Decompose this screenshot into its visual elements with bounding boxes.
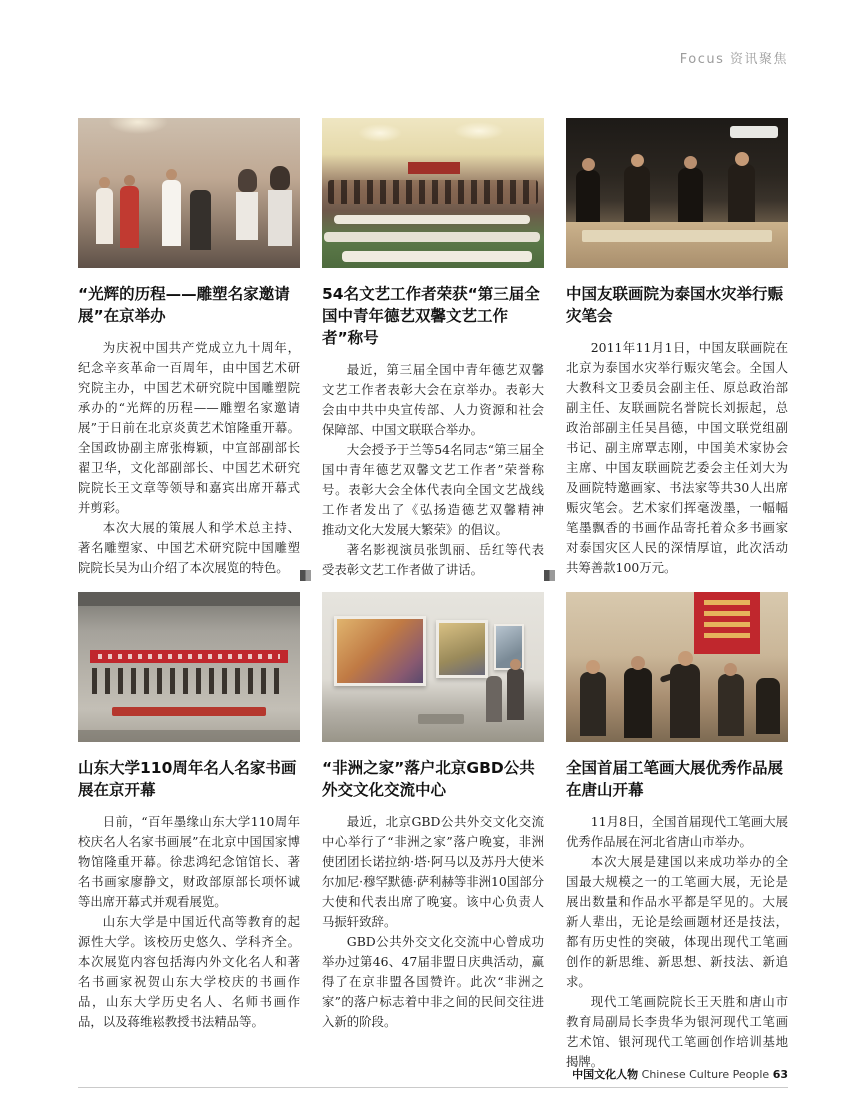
banner-text-marks [98, 654, 280, 659]
figure-head [510, 659, 521, 670]
pedestal [268, 190, 292, 246]
figure-shape [576, 170, 600, 228]
pedestal [236, 192, 258, 240]
ceiling-light [454, 122, 504, 140]
figure-head [631, 154, 644, 167]
article-title: “光辉的历程——雕塑名家邀请展”在京举办 [78, 285, 290, 325]
gallery-bench [418, 714, 464, 724]
article-4 [78, 592, 300, 1072]
photo-commendation-conference [322, 118, 544, 268]
article-paragraph: 著名影视演员张凯丽、岳红等代表受表彰文艺工作者做了讲话。 [322, 542, 544, 577]
figure-head [631, 656, 645, 670]
article-paragraph: 11月8日，全国首届现代工笔画大展优秀作品展在河北省唐山市举办。 [566, 814, 788, 849]
figure-head [582, 158, 595, 171]
figure-shape [486, 676, 502, 722]
article-paragraph: 最近，北京GBD公共外交文化交流中心举行了“非洲之家”落户晚宴，非洲使团团长诺拉纳·塔·阿马以及苏丹大使米尔加尼·穆罕默德·萨利赫等非洲10国部分大使和代表出席了晚宴。该中心负责人马振轩致辞。 [322, 814, 544, 929]
figure-head [586, 660, 600, 674]
figure-shape [624, 166, 650, 226]
article-paragraph: GBD公共外交文化交流中心曾成功举办过第46、47届非盟日庆典活动，赢得了在京非盟各国赞许。此次“非洲之家”的落户标志着中非之间的民间交往进入新的阶段。 [322, 934, 544, 1029]
painting-large [334, 616, 426, 686]
long-table [566, 222, 788, 268]
article-paragraph: 现代工笔画院院长王天胜和唐山市教育局副局长李贵华为银河现代工笔画艺术馆、银河现代工笔画创作培训基地揭牌。 [566, 994, 788, 1069]
article-6 [566, 592, 788, 1072]
article-paragraph: 大会授予于兰等54名同志“第三届全国中青年德艺双馨文艺工作者”荣誉称号。表彰大会全体代表向全国文艺战线工作者发出了《弘扬造德艺双馨精神 推动文化大发展大繁荣》的倡议。 [322, 442, 557, 537]
banner-text-marks [704, 600, 750, 644]
figure-shape [162, 180, 181, 246]
floor-shadow [78, 730, 300, 742]
light-glow [108, 118, 168, 134]
article-paragraph: 为庆祝中国共产党成立九十周年，纪念辛亥革命一百周年，由中国艺术研究院主办，中国艺术研究院中国雕塑院承办的“光辉的历程——雕塑名家邀请展”于日前在北京炎黄艺术馆隆重开幕。全国政协副主席张梅颖，中宣部副部长翟卫华，文化部副部长、中国艺术研究院院长王文章等领导和嘉宾出席开幕式并剪彩。 [78, 340, 300, 515]
article-title: 全国首届工笔画大展优秀作品展在唐山开幕 [566, 759, 784, 799]
article-paragraph: 最近，第三届全国中青年德艺双馨文艺工作者表彰大会在京举办。表彰大会由中共中央宣传部、人力资源和社会保障部、中国文联联合举办。 [322, 362, 544, 437]
audience-row [328, 180, 538, 204]
ceiling-band [78, 592, 300, 606]
article-title: 山东大学110周年名人名家书画展在京开幕 [78, 759, 297, 799]
figure-shape [728, 164, 755, 226]
painting-scroll [582, 230, 772, 242]
page-header: Focus 资讯聚焦 [679, 52, 788, 67]
sculpture-bust [238, 169, 257, 192]
figure-head [99, 177, 110, 188]
article-title: 54名文艺工作者荣获“第三届全国中青年德艺双馨文艺工作者”称号 [322, 285, 540, 347]
air-conditioner [730, 126, 778, 138]
article-paragraph: 日前，“百年墨缘山东大学110周年校庆名人名家书画展”在北京中国国家博物馆隆重开幕。徐悲鸿纪念馆馆长、著名书画家廖静文，财政部原部长项怀诚等出席开幕式并观看展览。 [78, 814, 300, 909]
article-paragraph: 2011年11月1日，中国友联画院在北京为泰国水灾举行赈灾笔会。全国人大教科文卫委员会副主任、原总政治部副主任、友联画院名誉院长刘振起，总政治部副主任吴昌德，中国文联党组副书记、副主席覃志刚，中国美术家协会主席、中国友联画院艺委会主任刘大为及画院特邀画家、书法家等共30人出席赈灾笔会。艺术家们挥毫泼墨，一幅幅笔墨飘香的书画作品寄托着众多书画家对泰国灾区人民的深情厚谊，此次活动共筹善款100万元。 [566, 340, 788, 575]
figure-shape [507, 668, 524, 720]
photo-shandong-exhibition-opening [78, 592, 300, 742]
article-paragraph: 本次大展是建国以来成功举办的全国最大规模之一的工笔画大展，无论是展出数量和作品水平都是罕见的。大展新人辈出，无论是绘画题材还是技法，都有历史性的突破，体现出现代工笔画创作的新思维、新思想、新技法、新追求。 [566, 854, 788, 989]
figure-shape [718, 674, 744, 736]
article-paragraph: 山东大学是中国近代高等教育的起源性大学。该校历史悠久、学科齐全。本次展览内容包括海内外文化名人和著名书画家祝贺山东大学校庆的书画作品，山东大学历史名人、名师书画作品，以及蒋维崧教授书法精品等。 [78, 914, 300, 1029]
figure-head [166, 169, 177, 180]
photo-gongbi-exhibition [566, 592, 788, 742]
banquet-table [324, 232, 540, 242]
footer-rule [78, 1087, 788, 1088]
article-title: “非洲之家”落户北京GBD公共外交文化交流中心 [322, 759, 535, 799]
figure-head [724, 663, 737, 676]
gutter-divider-square [300, 570, 311, 581]
figure-head [678, 651, 693, 666]
footer-magazine-name-zh: 中国文化人物 [572, 1068, 639, 1081]
footer-page-number: 63 [772, 1068, 788, 1081]
article-paragraph: 本次大展的策展人和学术总主持、著名雕塑家、中国艺术研究院中国雕塑院院长吴为山介绍了本次展览的特色。 [78, 520, 300, 575]
stage-backdrop [408, 162, 460, 174]
article-2 [322, 118, 557, 592]
footer-magazine-name-en: Chinese Culture People [641, 1068, 770, 1081]
figure-shape [120, 186, 139, 248]
ceiling-light [358, 124, 402, 142]
photo-sculpture-exhibition [78, 118, 300, 268]
figure-shape [580, 672, 606, 736]
figure-head [684, 156, 697, 169]
guest-row [92, 668, 286, 694]
red-carpet [112, 707, 266, 716]
banquet-table [342, 251, 532, 262]
photo-relief-art-session [566, 118, 788, 268]
page-footer [572, 1066, 788, 1082]
banquet-table [334, 215, 530, 224]
gutter-divider-square [544, 570, 555, 581]
figure-head [124, 175, 135, 186]
figure-shape [756, 678, 780, 734]
figure-head [735, 152, 749, 166]
figure-shape [96, 188, 113, 244]
article-3 [566, 118, 788, 592]
article-grid [78, 118, 788, 1072]
figure-shape [678, 168, 703, 226]
painting-medium [436, 620, 488, 678]
figure-shape [190, 190, 211, 250]
article-1 [78, 118, 300, 592]
article-5 [322, 592, 544, 1072]
figure-shape [624, 668, 652, 738]
sculpture-bust [270, 166, 290, 190]
photo-gbd-gallery [322, 592, 544, 742]
article-title: 中国友联画院为泰国水灾举行赈灾笔会 [566, 285, 784, 325]
